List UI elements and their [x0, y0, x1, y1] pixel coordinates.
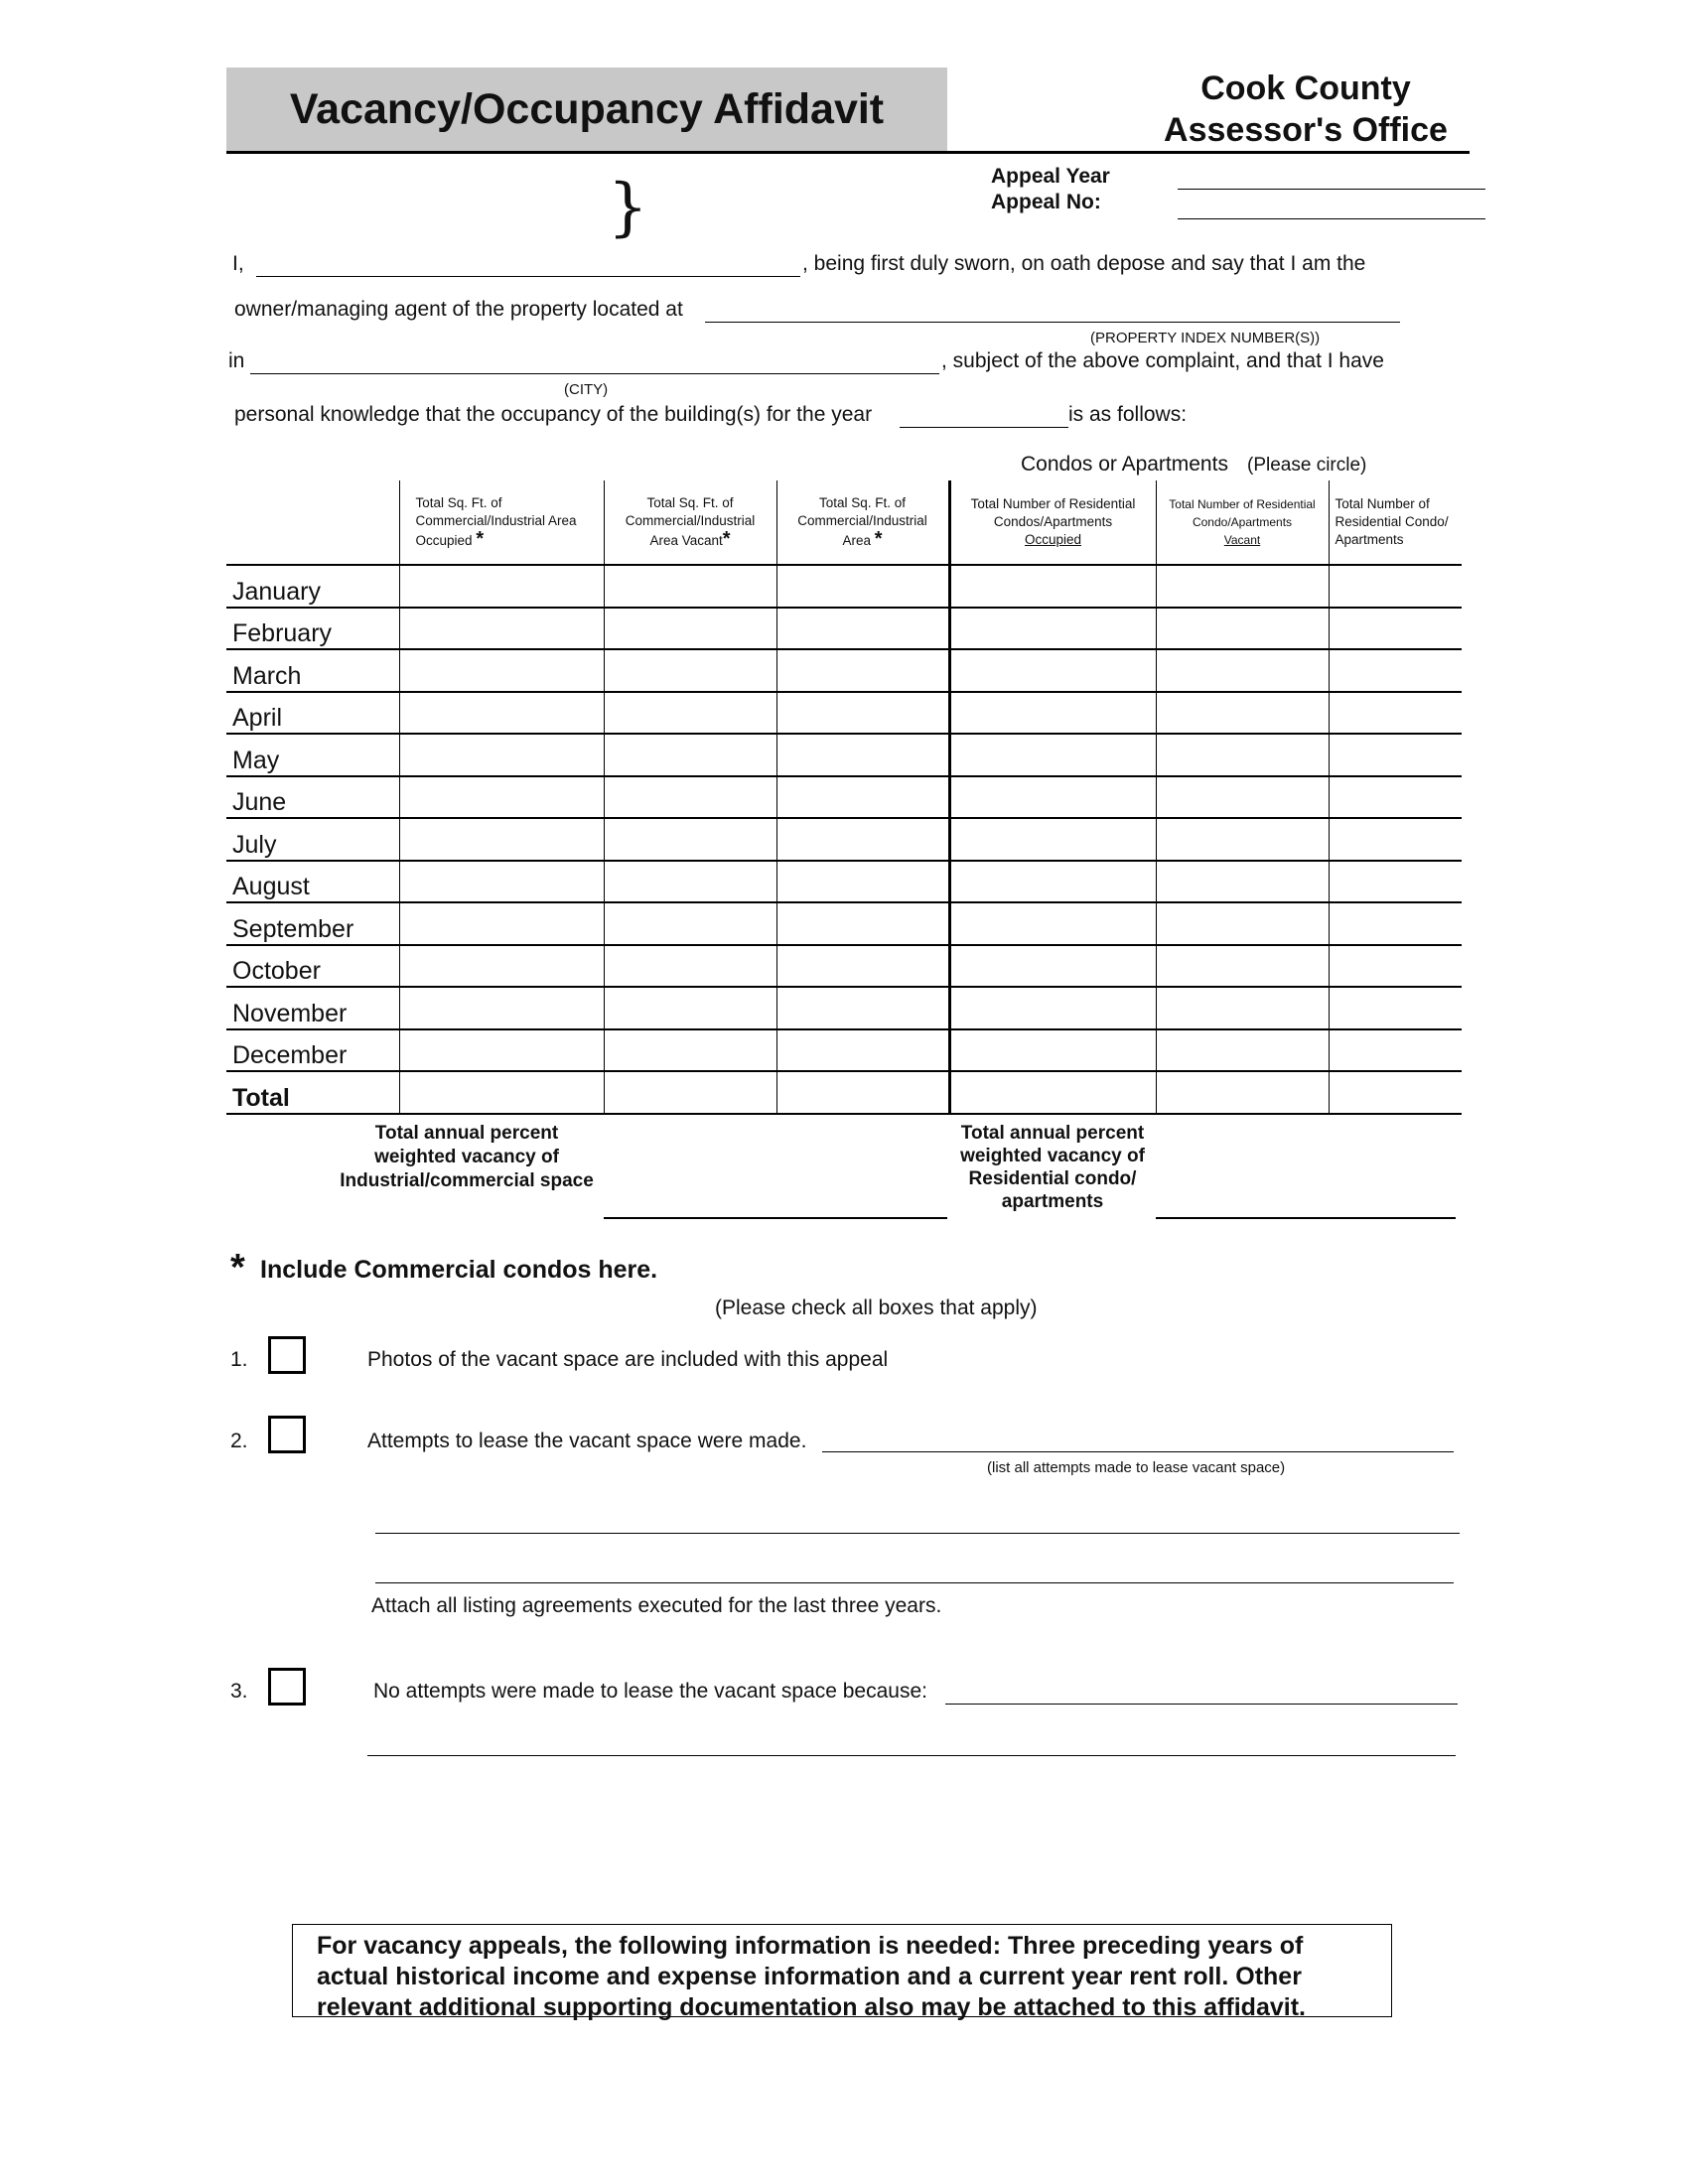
table-cell[interactable] — [1156, 608, 1329, 650]
property-index-field[interactable] — [705, 322, 1400, 323]
month-label: February — [226, 608, 399, 650]
office-line-2: Assessor's Office — [1164, 111, 1448, 149]
col-area-vacant-l3 — [607, 530, 774, 550]
col-res-occupied-l1: Total Number of Residential — [970, 496, 1136, 511]
table-cell[interactable] — [1329, 734, 1462, 776]
condos-apartments-label: Condos or Apartments — [1021, 453, 1228, 476]
col-res-occupied-l3: Occupied — [1024, 532, 1082, 547]
table-cell[interactable] — [399, 776, 604, 819]
table-cell[interactable] — [949, 608, 1156, 650]
col-residential-occupied — [949, 480, 1156, 565]
total-label: Total — [226, 1071, 399, 1114]
table-cell[interactable] — [1329, 608, 1462, 650]
residential-caption-l2: weighted vacancy of — [960, 1146, 1145, 1166]
city-prefix: in — [228, 349, 245, 372]
col-area-vacant — [604, 480, 776, 565]
table-cell[interactable] — [1329, 1029, 1462, 1072]
table-cell[interactable] — [604, 565, 776, 608]
table-cell[interactable] — [399, 818, 604, 861]
table-cell[interactable] — [776, 1071, 949, 1114]
table-row — [226, 945, 1462, 988]
industrial-caption-l2: weighted vacancy of — [374, 1147, 559, 1167]
sworn-statement: , being first duly sworn, on oath depose and say that I am the — [802, 252, 1366, 275]
table-cell[interactable] — [399, 1071, 604, 1114]
industrial-caption-l1: Total annual percent — [374, 1123, 559, 1144]
table-cell[interactable] — [949, 902, 1156, 945]
table-row — [226, 987, 1462, 1029]
col-residential-total — [1329, 480, 1462, 565]
asterisk-icon: * — [722, 528, 731, 550]
total-row — [226, 1071, 1462, 1114]
col-residential-vacant — [1156, 480, 1329, 565]
table-body — [226, 565, 1462, 1114]
item-3-text: No attempts were made to lease the vacant space because: — [373, 1680, 927, 1703]
table-cell[interactable] — [1156, 861, 1329, 903]
table-row — [226, 818, 1462, 861]
table-cell[interactable] — [776, 861, 949, 903]
col-res-occupied-l2: Condos/Apartments — [993, 514, 1113, 529]
no-attempts-checkbox[interactable] — [268, 1668, 306, 1706]
col-res-total-l1: Total Number of — [1335, 496, 1430, 511]
table-cell[interactable] — [1329, 692, 1462, 735]
col-res-vacant-l3: Vacant — [1223, 533, 1261, 547]
appeal-year-field[interactable] — [1178, 189, 1485, 190]
table-row — [226, 565, 1462, 608]
month-label: July — [226, 818, 399, 861]
table-cell[interactable] — [1329, 818, 1462, 861]
table-cell[interactable] — [949, 776, 1156, 819]
check-instruction: (Please check all boxes that apply) — [715, 1297, 1038, 1319]
title-divider — [226, 151, 1470, 154]
table-cell[interactable] — [949, 734, 1156, 776]
month-column-header — [226, 480, 399, 565]
vacancy-appeal-note: For vacancy appeals, the following information is needed: Three preceding years of actual historical income and expense information and a current year rent roll. Other relevant additional supporting documentation also may be attached to this affidavit. — [292, 1924, 1392, 2017]
table-cell[interactable] — [604, 649, 776, 692]
table-cell[interactable] — [1329, 565, 1462, 608]
table-cell[interactable] — [776, 818, 949, 861]
col-res-total-l2: Residential Condo/ — [1335, 514, 1449, 529]
table-cell[interactable] — [1156, 649, 1329, 692]
affiant-prefix: I, — [232, 252, 244, 275]
table-cell[interactable] — [1156, 987, 1329, 1029]
residential-vacancy-caption — [943, 1122, 1162, 1213]
year-field[interactable] — [900, 427, 1068, 428]
complaint-statement: , subject of the above complaint, and that I have — [941, 349, 1384, 372]
table-cell[interactable] — [604, 1071, 776, 1114]
table-row — [226, 902, 1462, 945]
property-location-label: owner/managing agent of the property located at — [234, 298, 683, 321]
industrial-vacancy-field[interactable] — [604, 1217, 947, 1219]
table-cell[interactable] — [949, 565, 1156, 608]
appeal-no-field[interactable] — [1178, 218, 1485, 219]
listing-agreements-note: Attach all listing agreements executed for the last three years. — [371, 1594, 942, 1617]
as-follows-text: is as follows: — [1068, 403, 1188, 426]
item-3-number: 3. — [230, 1680, 248, 1703]
table-cell[interactable] — [604, 692, 776, 735]
table-row — [226, 734, 1462, 776]
table-cell[interactable] — [604, 1029, 776, 1072]
table-cell[interactable] — [949, 945, 1156, 988]
table-cell[interactable] — [399, 987, 604, 1029]
month-label: March — [226, 649, 399, 692]
lease-attempts-checkbox[interactable] — [268, 1416, 306, 1453]
table-cell[interactable] — [776, 649, 949, 692]
table-cell[interactable] — [949, 987, 1156, 1029]
month-label: April — [226, 692, 399, 735]
table-cell[interactable] — [1329, 776, 1462, 819]
table-cell[interactable] — [776, 902, 949, 945]
table-cell[interactable] — [604, 987, 776, 1029]
col-area-total — [776, 480, 949, 565]
lease-attempts-caption: (list all attempts made to lease vacant space) — [987, 1459, 1286, 1476]
table-row — [226, 776, 1462, 819]
asterisk-icon: * — [874, 528, 883, 550]
col-area-total-l2: Commercial/Industrial — [797, 513, 927, 528]
appeal-no-label: Appeal No: — [991, 191, 1101, 213]
table-cell[interactable] — [1156, 565, 1329, 608]
table-cell[interactable] — [776, 692, 949, 735]
industrial-caption-l3: Industrial/commercial space — [340, 1170, 594, 1191]
table-row — [226, 692, 1462, 735]
table-row — [226, 608, 1462, 650]
table-cell[interactable] — [1156, 692, 1329, 735]
residential-caption-l1: Total annual percent — [960, 1123, 1145, 1144]
table-cell[interactable] — [1156, 1029, 1329, 1072]
table-cell[interactable] — [604, 776, 776, 819]
page-title: Vacancy/Occupancy Affidavit — [289, 85, 885, 133]
no-attempts-reason-field[interactable] — [945, 1704, 1458, 1705]
appeal-year-label: Appeal Year — [991, 165, 1110, 188]
table-row — [226, 1029, 1462, 1072]
lease-attempts-line-2[interactable] — [375, 1533, 1460, 1534]
table-cell[interactable] — [399, 649, 604, 692]
table-cell[interactable] — [776, 987, 949, 1029]
table-cell[interactable] — [1329, 1071, 1462, 1114]
table-cell[interactable] — [399, 861, 604, 903]
affiant-name-field[interactable] — [256, 276, 800, 277]
item-1-number: 1. — [230, 1348, 248, 1371]
table-cell[interactable] — [1329, 861, 1462, 903]
table-cell[interactable] — [949, 692, 1156, 735]
please-circle-label: (Please circle) — [1247, 455, 1367, 476]
residential-caption-l3: Residential condo/ — [968, 1168, 1137, 1189]
city-field[interactable] — [250, 373, 939, 374]
table-cell[interactable] — [399, 565, 604, 608]
table-cell[interactable] — [399, 1029, 604, 1072]
table-cell[interactable] — [399, 692, 604, 735]
col-area-total-l3-text: Area — [842, 533, 871, 548]
table-cell[interactable] — [949, 1029, 1156, 1072]
month-label: October — [226, 945, 399, 988]
col-res-vacant-l2: Condo/Apartments — [1192, 515, 1293, 529]
month-label: December — [226, 1029, 399, 1072]
table-cell[interactable] — [399, 902, 604, 945]
table-cell[interactable] — [1156, 1071, 1329, 1114]
month-label: June — [226, 776, 399, 819]
table-cell[interactable] — [1156, 734, 1329, 776]
occupancy-table — [226, 480, 1462, 1115]
table-cell[interactable] — [399, 945, 604, 988]
table-cell[interactable] — [604, 945, 776, 988]
table-cell[interactable] — [604, 818, 776, 861]
item-2-number: 2. — [230, 1430, 248, 1452]
table-cell[interactable] — [1329, 945, 1462, 988]
table-cell[interactable] — [949, 818, 1156, 861]
industrial-vacancy-caption — [328, 1122, 606, 1193]
table-cell[interactable] — [949, 861, 1156, 903]
table-cell[interactable] — [776, 945, 949, 988]
table-cell[interactable] — [399, 734, 604, 776]
table-cell[interactable] — [1329, 649, 1462, 692]
table-cell[interactable] — [604, 861, 776, 903]
table-cell[interactable] — [1156, 776, 1329, 819]
table-cell[interactable] — [1329, 987, 1462, 1029]
col-res-vacant-l1: Total Number of Residential — [1169, 497, 1316, 511]
pin-caption: (PROPERTY INDEX NUMBER(S)) — [1090, 330, 1321, 346]
col-res-total-l3: Apartments — [1335, 532, 1404, 547]
table-cell[interactable] — [1156, 902, 1329, 945]
asterisk-icon: * — [476, 528, 485, 550]
commercial-condo-note: Include Commercial condos here. — [260, 1256, 658, 1284]
col-area-total-l3 — [779, 530, 946, 550]
table-cell[interactable] — [949, 649, 1156, 692]
table-cell[interactable] — [1329, 902, 1462, 945]
city-caption: (CITY) — [564, 381, 609, 398]
item-2-text: Attempts to lease the vacant space were made. — [367, 1430, 807, 1452]
table-row — [226, 649, 1462, 692]
residential-vacancy-field[interactable] — [1156, 1217, 1456, 1219]
col-area-vacant-l3-text: Area Vacant — [649, 533, 723, 548]
lease-attempts-line-3[interactable] — [375, 1582, 1454, 1583]
table-cell[interactable] — [776, 608, 949, 650]
table-cell[interactable] — [604, 734, 776, 776]
asterisk-icon: * — [230, 1247, 245, 1289]
table-cell[interactable] — [776, 776, 949, 819]
table-row — [226, 861, 1462, 903]
table-cell[interactable] — [776, 1029, 949, 1072]
month-label: May — [226, 734, 399, 776]
table-header-row — [226, 480, 1462, 565]
table-cell[interactable] — [776, 734, 949, 776]
col-area-occupied — [399, 480, 604, 565]
month-label: January — [226, 565, 399, 608]
table-cell[interactable] — [776, 565, 949, 608]
month-label: August — [226, 861, 399, 903]
col-area-occupied-label: Total Sq. Ft. of Commercial/Industrial Area Occupied — [415, 495, 577, 548]
col-area-total-l1: Total Sq. Ft. of — [818, 495, 907, 510]
lease-attempts-field[interactable] — [822, 1451, 1454, 1452]
table-cell[interactable] — [1156, 945, 1329, 988]
col-area-vacant-l2: Commercial/Industrial — [625, 513, 756, 528]
month-label: September — [226, 902, 399, 945]
table-cell[interactable] — [1156, 818, 1329, 861]
brace-glyph: } — [608, 171, 648, 244]
table-cell[interactable] — [399, 608, 604, 650]
month-label: November — [226, 987, 399, 1029]
table-cell[interactable] — [604, 902, 776, 945]
office-line-1: Cook County — [1200, 69, 1411, 107]
occupancy-statement: personal knowledge that the occupancy of the building(s) for the year — [234, 403, 873, 426]
photos-checkbox[interactable] — [268, 1336, 306, 1374]
no-attempts-reason-line-2[interactable] — [367, 1755, 1456, 1756]
item-1-text: Photos of the vacant space are included with this appeal — [367, 1348, 889, 1371]
residential-caption-l4: apartments — [1001, 1191, 1104, 1212]
table-cell[interactable] — [949, 1071, 1156, 1114]
table-cell[interactable] — [604, 608, 776, 650]
office-name — [1142, 68, 1470, 151]
col-area-vacant-l1: Total Sq. Ft. of — [646, 495, 734, 510]
